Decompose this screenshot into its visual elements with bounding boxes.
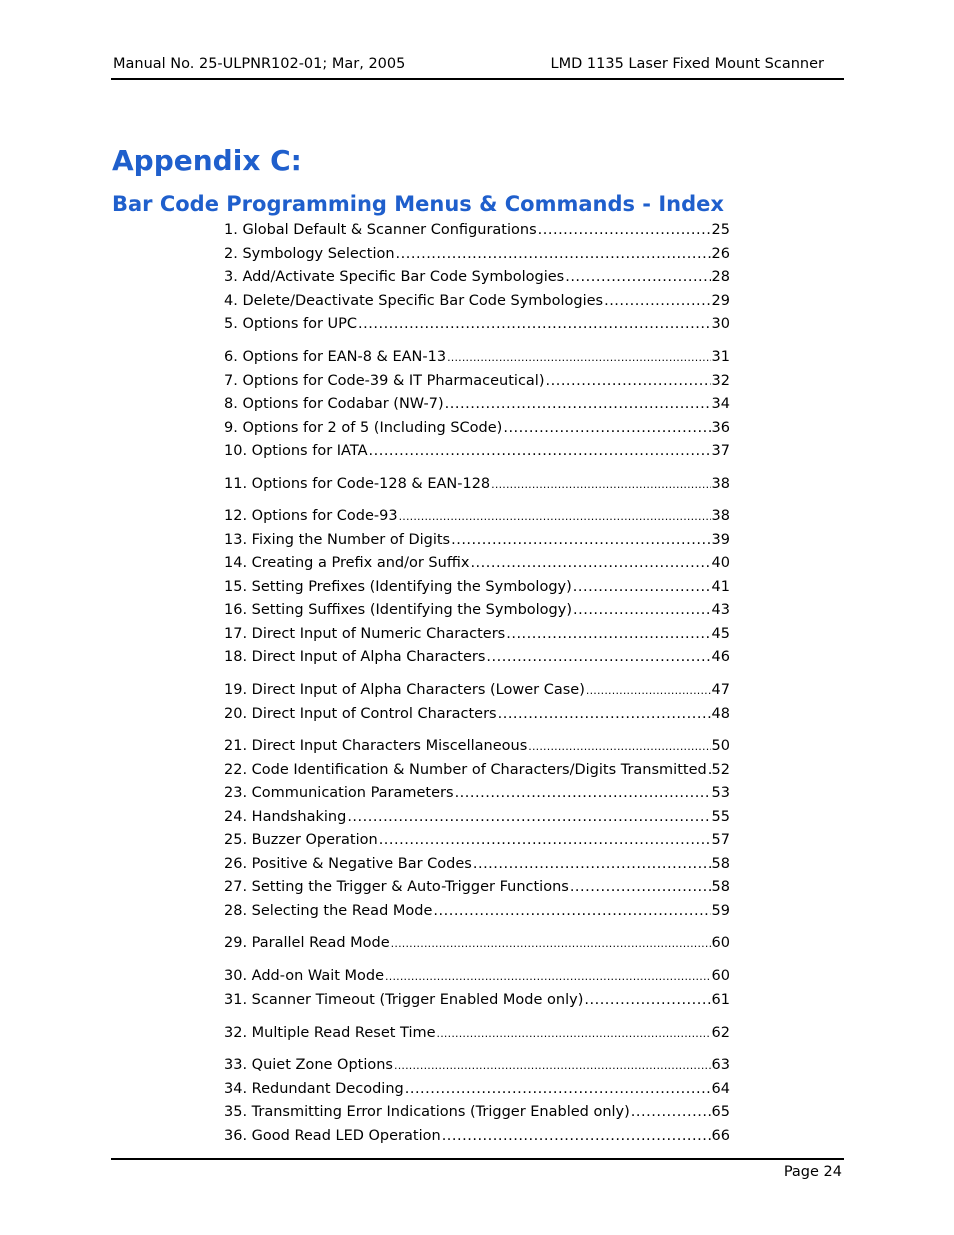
toc-leader-dots <box>358 316 711 332</box>
toc-leader-dots <box>491 476 710 492</box>
toc-leader-dots <box>396 246 711 262</box>
toc-entry-label: 17. Direct Input of Numeric Characters <box>224 626 506 642</box>
toc-entry-page: 25 <box>711 222 730 238</box>
toc-leader-dots <box>570 879 711 895</box>
toc-entry-label: 14. Creating a Prefix and/or Suffix <box>224 555 470 571</box>
toc-entry-label: 9. Options for 2 of 5 (Including SCode) <box>224 420 503 436</box>
toc-entry <box>224 1081 730 1101</box>
toc-entry-page: 62 <box>711 1025 730 1041</box>
toc-entry <box>224 1104 730 1124</box>
toc-entry-label: 36. Good Read LED Operation <box>224 1128 441 1144</box>
toc-entry <box>224 316 730 336</box>
toc-entry <box>224 935 730 955</box>
toc-entry <box>224 785 730 805</box>
toc-leader-dots <box>379 832 711 848</box>
toc-entry <box>224 762 730 782</box>
toc-entry-label: 8. Options for Codabar (NW-7) <box>224 396 444 412</box>
toc-entry-label: 1. Global Default & Scanner Configurations <box>224 222 537 238</box>
toc-entry-label: 22. Code Identification & Number of Characters/Digits Transmitted <box>224 762 707 778</box>
footer-divider <box>111 1158 844 1160</box>
toc-entry-page: 31 <box>711 349 730 365</box>
toc-entry-page: 63 <box>711 1057 730 1073</box>
toc-entry-page: 57 <box>711 832 730 848</box>
toc-leader-dots <box>528 738 710 754</box>
toc-entry-page: 65 <box>711 1104 730 1120</box>
toc-entry <box>224 396 730 416</box>
toc-entry-page: 61 <box>711 992 730 1008</box>
toc-leader-dots <box>447 349 710 365</box>
toc-leader-dots <box>391 935 711 951</box>
toc-leader-dots <box>503 420 710 436</box>
toc-leader-dots <box>369 443 711 459</box>
toc-entry-page: 43 <box>711 602 730 618</box>
toc-entry-label: 6. Options for EAN-8 & EAN-13 <box>224 349 447 365</box>
toc-leader-dots <box>586 682 711 698</box>
toc-entry-page: 66 <box>711 1128 730 1144</box>
toc-entry <box>224 968 730 988</box>
toc-entry <box>224 508 730 528</box>
toc-entry-label: 12. Options for Code-93 <box>224 508 398 524</box>
toc-entry-label: 11. Options for Code-128 & EAN-128 <box>224 476 491 492</box>
toc-entry-page: 41 <box>711 579 730 595</box>
toc-entry-label: 15. Setting Prefixes (Identifying the Symbology) <box>224 579 572 595</box>
toc-entry-page: 53 <box>711 785 730 801</box>
page-number: Page 24 <box>783 1164 842 1180</box>
toc-entry-label: 16. Setting Suffixes (Identifying the Symbology) <box>224 602 572 618</box>
toc-entry <box>224 1025 730 1045</box>
toc-entry-label: 32. Multiple Read Reset Time <box>224 1025 436 1041</box>
toc-leader-dots <box>399 508 711 524</box>
toc-entry-page: 55 <box>711 809 730 825</box>
toc-entry <box>224 879 730 899</box>
toc-leader-dots <box>385 968 711 984</box>
page-header <box>111 56 844 80</box>
toc-entry-label: 5. Options for UPC <box>224 316 358 332</box>
toc-entry-label: 34. Redundant Decoding <box>224 1081 404 1097</box>
toc-entry <box>224 602 730 622</box>
toc-leader-dots <box>573 579 711 595</box>
toc-entry-label: 7. Options for Code-39 & IT Pharmaceutical) <box>224 373 545 389</box>
toc-entry-label: 23. Communication Parameters <box>224 785 454 801</box>
toc-entry-page: 37 <box>711 443 730 459</box>
appendix-title: Appendix C: <box>112 144 302 177</box>
toc-leader-dots <box>584 992 710 1008</box>
toc-leader-dots <box>473 856 711 872</box>
toc-entry <box>224 443 730 463</box>
toc-entry-label: 26. Positive & Negative Bar Codes <box>224 856 472 872</box>
toc-entry-label: 31. Scanner Timeout (Trigger Enabled Mode only) <box>224 992 584 1008</box>
toc-entry-page: 52 <box>711 762 730 778</box>
toc-entry-page: 58 <box>711 856 730 872</box>
toc-entry-page: 28 <box>711 269 730 285</box>
toc-entry <box>224 373 730 393</box>
toc-entry <box>224 809 730 829</box>
toc-leader-dots <box>631 1104 711 1120</box>
toc-entry-label: 33. Quiet Zone Options <box>224 1057 393 1073</box>
toc-entry <box>224 903 730 923</box>
toc-leader-dots <box>506 626 710 642</box>
toc-leader-dots <box>604 293 710 309</box>
toc-leader-dots <box>433 903 710 919</box>
toc-entry-label: 2. Symbology Selection <box>224 246 395 262</box>
toc-entry-label: 35. Transmitting Error Indications (Trigger Enabled only) <box>224 1104 630 1120</box>
toc-entry <box>224 269 730 289</box>
manual-number: Manual No. 25-ULPNR102-01; Mar, 2005 <box>113 56 406 72</box>
toc-leader-dots <box>437 1025 711 1041</box>
toc-entry <box>224 856 730 876</box>
toc-entry-label: 3. Add/Activate Specific Bar Code Symbologies <box>224 269 565 285</box>
toc-entry-page: 60 <box>711 968 730 984</box>
toc-entry <box>224 682 730 702</box>
toc-entry <box>224 626 730 646</box>
toc-entry-label: 13. Fixing the Number of Digits <box>224 532 451 548</box>
toc-entry-page: 30 <box>711 316 730 332</box>
toc-entry-page: 38 <box>711 508 730 524</box>
toc-entry-page: 59 <box>711 903 730 919</box>
toc-entry <box>224 293 730 313</box>
toc-leader-dots <box>470 555 710 571</box>
toc-entry <box>224 420 730 440</box>
toc-leader-dots <box>445 396 711 412</box>
toc-entry-label: 27. Setting the Trigger & Auto-Trigger Functions <box>224 879 569 895</box>
index-subtitle: Bar Code Programming Menus & Commands - Index <box>112 192 724 216</box>
toc-entry-page: 45 <box>711 626 730 642</box>
toc-entry-page: 26 <box>711 246 730 262</box>
toc-entry-page: 47 <box>711 682 730 698</box>
toc-entry-label: 10. Options for IATA <box>224 443 368 459</box>
toc-entry-page: 48 <box>711 706 730 722</box>
toc-entry <box>224 349 730 369</box>
toc-entry <box>224 738 730 758</box>
toc-entry-label: 21. Direct Input Characters Miscellaneous <box>224 738 528 754</box>
toc-entry-label: 25. Buzzer Operation <box>224 832 378 848</box>
toc-entry-page: 50 <box>711 738 730 754</box>
toc-entry-page: 39 <box>711 532 730 548</box>
toc-entry <box>224 649 730 669</box>
toc-entry-page: 38 <box>711 476 730 492</box>
toc-leader-dots <box>405 1081 711 1097</box>
toc-entry-page: 64 <box>711 1081 730 1097</box>
toc-entry-page: 36 <box>711 420 730 436</box>
toc-entry-page: 32 <box>711 373 730 389</box>
toc-entry-page: 60 <box>711 935 730 951</box>
toc-leader-dots <box>565 269 710 285</box>
toc-entry-label: 28. Selecting the Read Mode <box>224 903 433 919</box>
toc-entry <box>224 246 730 266</box>
toc-entry <box>224 476 730 496</box>
toc-leader-dots <box>498 706 711 722</box>
toc-leader-dots <box>451 532 710 548</box>
toc-entry-page: 29 <box>711 293 730 309</box>
toc-entry-page: 34 <box>711 396 730 412</box>
toc-leader-dots <box>708 762 711 778</box>
toc-entry <box>224 579 730 599</box>
toc-entry <box>224 555 730 575</box>
toc-entry <box>224 706 730 726</box>
toc-entry-label: 30. Add-on Wait Mode <box>224 968 385 984</box>
toc-entry <box>224 1057 730 1077</box>
toc-leader-dots <box>455 785 711 801</box>
toc-entry <box>224 832 730 852</box>
toc-entry-label: 4. Delete/Deactivate Specific Bar Code Symbologies <box>224 293 604 309</box>
toc-entry-label: 18. Direct Input of Alpha Characters <box>224 649 486 665</box>
toc-leader-dots <box>573 602 711 618</box>
toc-entry-label: 19. Direct Input of Alpha Characters (Lower Case) <box>224 682 585 698</box>
toc-entry <box>224 992 730 1012</box>
toc-leader-dots <box>442 1128 711 1144</box>
toc-entry <box>224 532 730 552</box>
toc-entry-label: 24. Handshaking <box>224 809 347 825</box>
toc-entry-page: 58 <box>711 879 730 895</box>
toc-leader-dots <box>347 809 710 825</box>
toc-entry-label: 29. Parallel Read Mode <box>224 935 390 951</box>
toc-entry-page: 40 <box>711 555 730 571</box>
toc-entry <box>224 1128 730 1148</box>
product-name: LMD 1135 Laser Fixed Mount Scanner <box>550 56 824 72</box>
toc-leader-dots <box>538 222 711 238</box>
toc-entry-page: 46 <box>711 649 730 665</box>
toc-leader-dots <box>486 649 710 665</box>
toc-leader-dots <box>546 373 711 389</box>
toc-entry <box>224 222 730 242</box>
toc-entry-label: 20. Direct Input of Control Characters <box>224 706 497 722</box>
toc-leader-dots <box>394 1057 711 1073</box>
